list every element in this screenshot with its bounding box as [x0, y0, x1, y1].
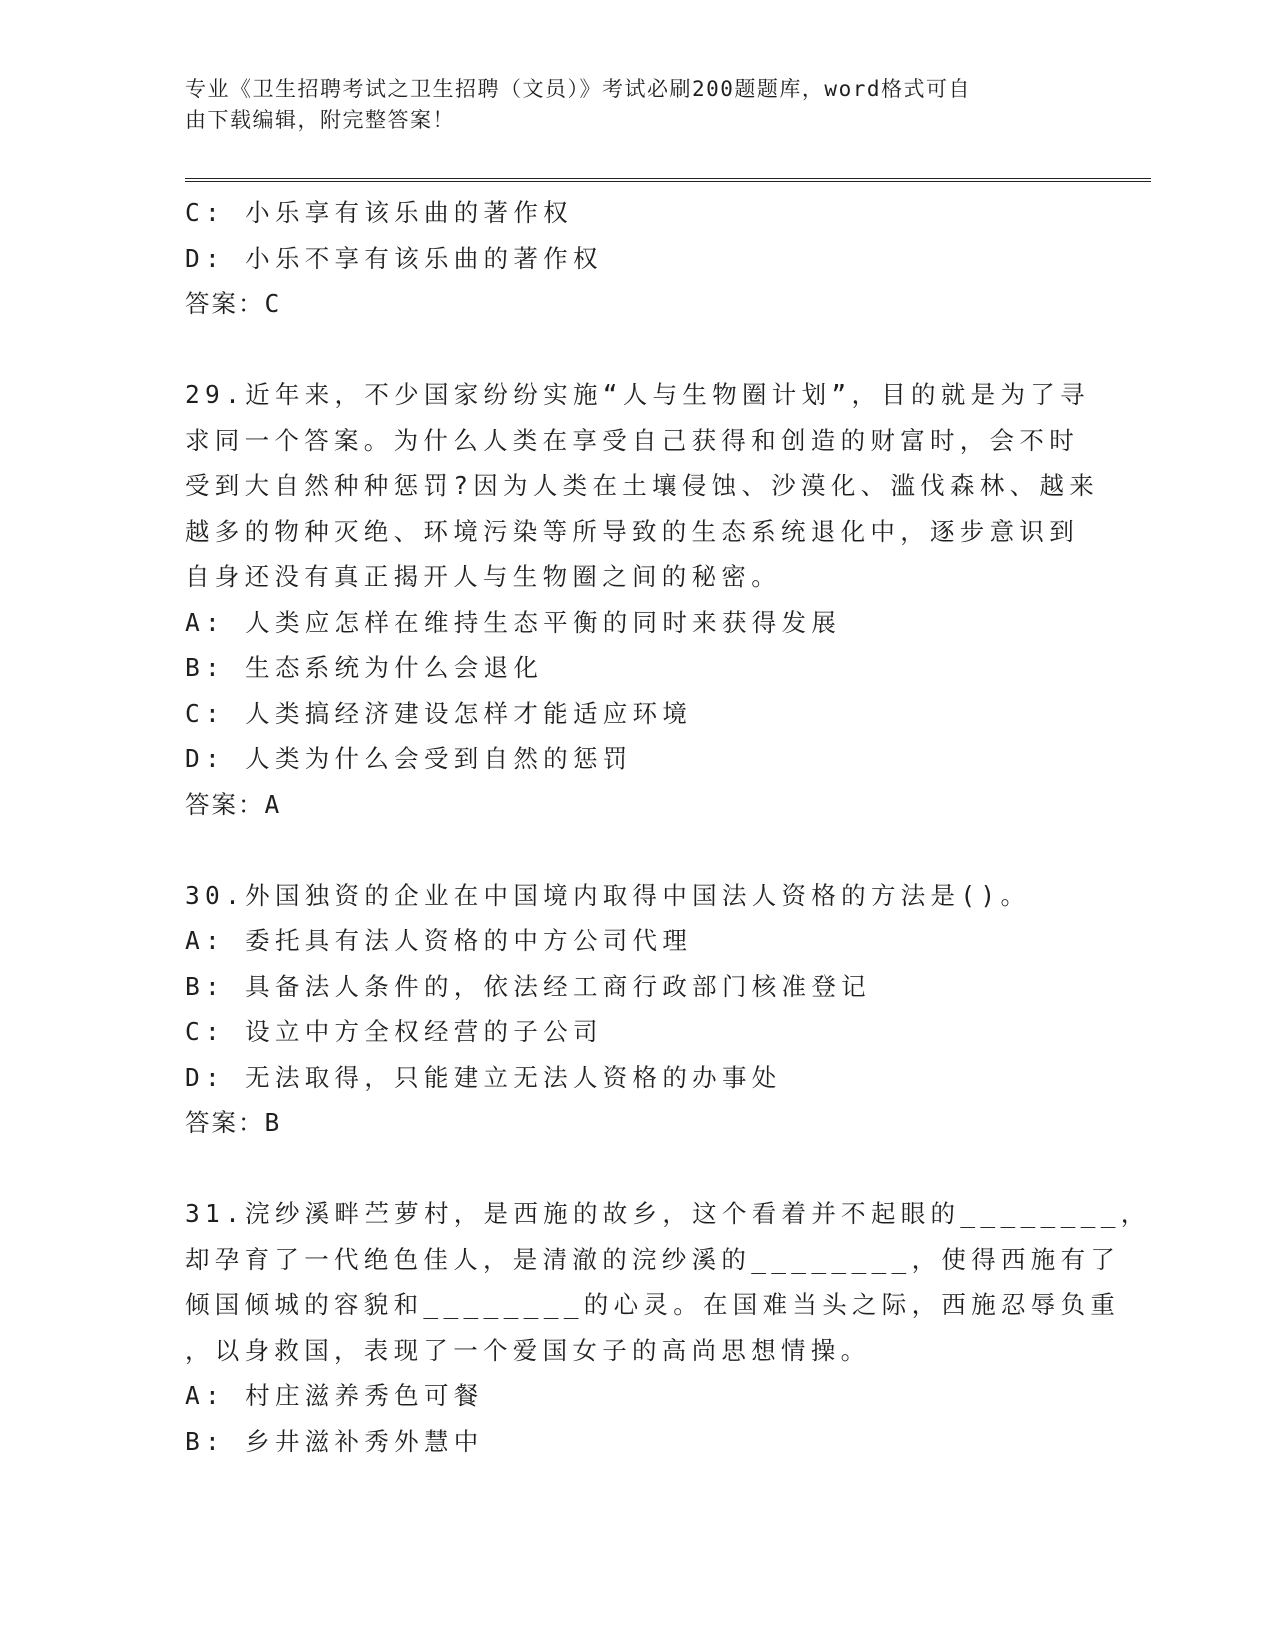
answer-line: 答案：C [185, 289, 282, 318]
question-text-line: 求同一个答案。为什么人类在享受自己获得和创造的财富时，会不时 [185, 425, 1079, 455]
question-text-line: 自身还没有真正揭开人与生物圈之间的秘密。 [185, 562, 781, 591]
option-c: C: 设立中方全权经营的子公司 [185, 1017, 603, 1046]
option-a: A: 委托具有法人资格的中方公司代理 [185, 926, 693, 955]
question-28-continued [185, 190, 1085, 327]
answer-line: 答案：A [185, 789, 282, 819]
document-header [185, 74, 1065, 136]
spacer [185, 827, 1085, 873]
option-d: D: 人类为什么会受到自然的惩罚 [185, 744, 633, 773]
question-text-line: 29.近年来，不少国家纷纷实施“人与生物圈计划”，目的就是为了寻 [185, 380, 1090, 409]
option-b: B: 乡井滋补秀外慧中 [185, 1426, 484, 1456]
question-text-line: 却孕育了一代绝色佳人，是清澈的浣纱溪的________，使得西施有了 [185, 1244, 1121, 1274]
spacer [185, 1146, 1085, 1192]
question-29 [185, 372, 1100, 827]
option-a: A: 村庄滋养秀色可餐 [185, 1381, 484, 1410]
question-text-line: 31.浣纱溪畔苎萝村，是西施的故乡，这个看着并不起眼的________， [185, 1199, 1151, 1228]
option-c: C: 小乐享有该乐曲的著作权 [185, 198, 573, 227]
question-text-line: ，以身救国，表现了一个爱国女子的高尚思想情操。 [185, 1335, 871, 1365]
question-list [185, 190, 1151, 1464]
question-text-line: 倾国倾城的容貌和________的心灵。在国难当头之际，西施忍辱负重 [185, 1290, 1121, 1319]
question-30 [185, 873, 1085, 1146]
question-31 [185, 1191, 1151, 1464]
option-d: D: 无法取得，只能建立无法人资格的办事处 [185, 1062, 782, 1092]
question-text-line: 受到大自然种种惩罚?因为人类在土壤侵蚀、沙漠化、滥伐森林、越来 [185, 471, 1100, 500]
header-line-1: 专业《卫生招聘考试之卫生招聘（文员）》考试必刷200题题库，word格式可自 [185, 77, 971, 101]
option-c: C: 人类搞经济建设怎样才能适应环境 [185, 698, 693, 728]
answer-line: 答案：B [185, 1108, 282, 1137]
header-line-2: 由下载编辑，附完整答案！ [185, 108, 455, 132]
option-b: B: 具备法人条件的，依法经工商行政部门核准登记 [185, 971, 871, 1001]
option-a: A: 人类应怎样在维持生态平衡的同时来获得发展 [185, 607, 842, 637]
question-text-line: 越多的物种灭绝、环境污染等所导致的生态系统退化中，逐步意识到 [185, 516, 1079, 546]
header-divider [185, 178, 1151, 182]
option-b: B: 生态系统为什么会退化 [185, 653, 544, 682]
option-d: D: 小乐不享有该乐曲的著作权 [185, 243, 603, 273]
spacer [185, 327, 1085, 373]
question-text-line: 30.外国独资的企业在中国境内取得中国法人资格的方法是()。 [185, 880, 1031, 910]
